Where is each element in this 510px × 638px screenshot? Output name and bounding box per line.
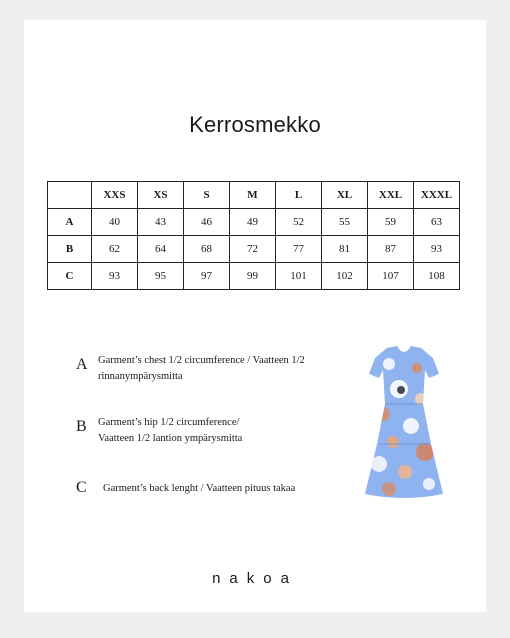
legend-text-b — [98, 415, 328, 447]
table-cell: 101 — [276, 263, 322, 290]
table-cell: 93 — [92, 263, 138, 290]
table-cell: 62 — [92, 236, 138, 263]
table-cell: 40 — [92, 209, 138, 236]
table-cell: 55 — [322, 209, 368, 236]
table-header-cell — [48, 182, 92, 209]
table-header-cell: XXL — [368, 182, 414, 209]
table-header-cell: S — [184, 182, 230, 209]
table-cell: 99 — [230, 263, 276, 290]
table-cell: 102 — [322, 263, 368, 290]
table-header-cell: XL — [322, 182, 368, 209]
brand-logo: nakoa — [212, 570, 298, 587]
row-label: B — [48, 236, 92, 263]
table-cell: 107 — [368, 263, 414, 290]
table-cell: 63 — [414, 209, 460, 236]
table-header-cell: L — [276, 182, 322, 209]
table-cell: 95 — [138, 263, 184, 290]
size-chart-card — [24, 20, 486, 612]
table-cell: 49 — [230, 209, 276, 236]
table-header-row — [48, 182, 460, 209]
legend-line: Garment’s back lenght / Vaatteen pituus takaa — [103, 483, 296, 494]
table-cell: 87 — [368, 236, 414, 263]
table-cell: 68 — [184, 236, 230, 263]
page-title: Kerrosmekko — [189, 112, 321, 137]
table-header-cell: XS — [138, 182, 184, 209]
legend-letter-a: A — [76, 356, 88, 373]
legend-line: Garment’s chest 1/2 circumference / Vaatteen 1/2 — [98, 355, 305, 366]
table-cell: 72 — [230, 236, 276, 263]
table-row — [48, 236, 460, 263]
table-header-cell: XXXL — [414, 182, 460, 209]
table-cell: 43 — [138, 209, 184, 236]
table-row — [48, 209, 460, 236]
legend-letter-b: B — [76, 418, 87, 435]
size-table — [47, 181, 460, 290]
legend-text-a — [98, 353, 328, 385]
legend-line: rinnanympärysmitta — [98, 371, 183, 382]
legend-text-c — [103, 481, 333, 497]
table-header-cell: M — [230, 182, 276, 209]
table-header-cell: XXS — [92, 182, 138, 209]
table-cell: 46 — [184, 209, 230, 236]
table-cell: 81 — [322, 236, 368, 263]
table-cell: 97 — [184, 263, 230, 290]
legend-line: Vaatteen 1/2 lantion ympärysmitta — [98, 433, 243, 444]
table-cell: 93 — [414, 236, 460, 263]
legend-line: Garment’s hip 1/2 circumference/ — [98, 417, 240, 428]
table-cell: 59 — [368, 209, 414, 236]
table-row — [48, 263, 460, 290]
table-cell: 52 — [276, 209, 322, 236]
table-cell: 64 — [138, 236, 184, 263]
dress-image — [359, 344, 449, 504]
row-label: A — [48, 209, 92, 236]
table-cell: 77 — [276, 236, 322, 263]
legend-letter-c: C — [76, 479, 87, 496]
table-cell: 108 — [414, 263, 460, 290]
row-label: C — [48, 263, 92, 290]
